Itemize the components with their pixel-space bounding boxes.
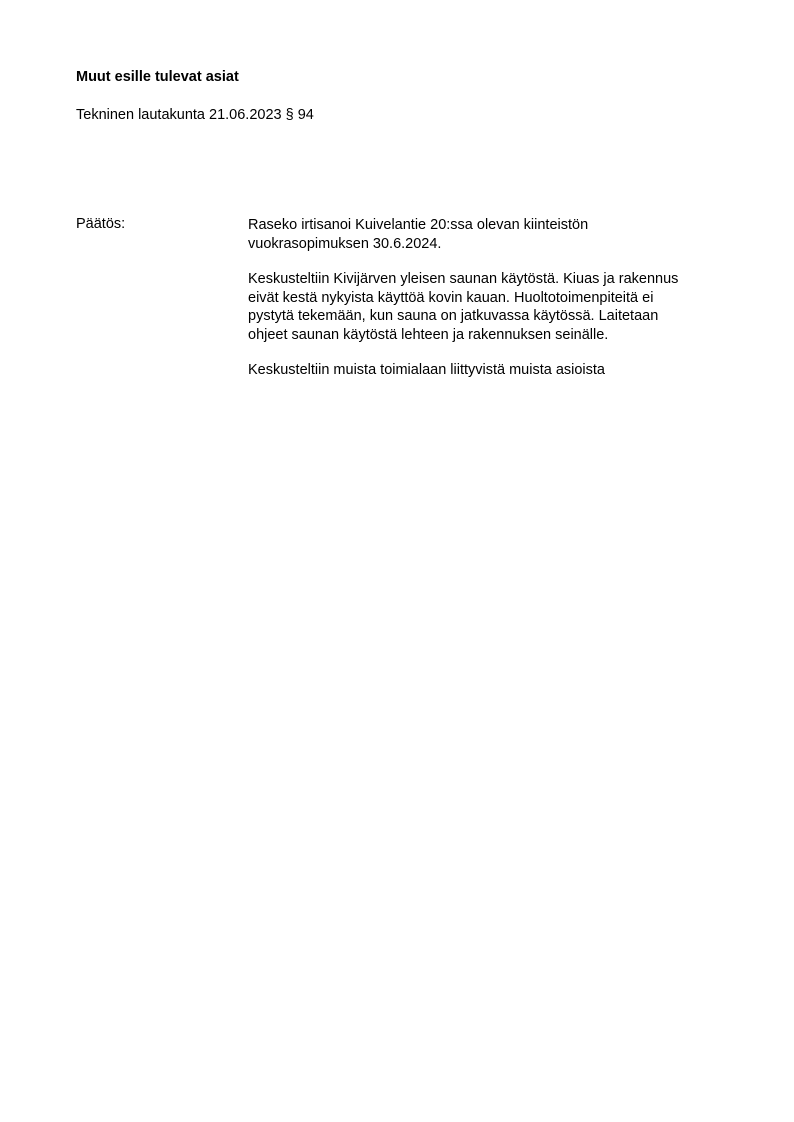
paragraph-line: ohjeet saunan käytöstä lehteen ja rakennuksen seinälle.: [248, 326, 609, 343]
decision-body: [248, 216, 738, 397]
paragraph-line: Raseko irtisanoi Kuivelantie 20:ssa olevan kiinteistön: [248, 217, 589, 233]
paragraph-line: eivät kestä nykyista käyttöä kovin kauan. Huoltotoimenpiteitä ei: [248, 289, 654, 306]
paragraph-line: Keskusteltiin Kivijärven yleisen saunan käytöstä. Kiuas ja rakennus: [248, 271, 679, 287]
meeting-reference: Tekninen lautakunta 21.06.2023 § 94: [76, 107, 314, 123]
decision-paragraph: [248, 270, 738, 344]
paragraph-line: vuokrasopimuksen 30.6.2024.: [248, 235, 442, 252]
decision-paragraph: [248, 216, 738, 253]
section-title: Muut esille tulevat asiat: [76, 69, 239, 85]
decision-paragraph: [248, 361, 738, 380]
decision-label: Päätös:: [76, 216, 126, 232]
paragraph-line: Keskusteltiin muista toimialaan liittyvistä muista asioista: [248, 362, 605, 378]
paragraph-line: pystytä tekemään, kun sauna on jatkuvassa käytössä. Laitetaan: [248, 308, 659, 324]
